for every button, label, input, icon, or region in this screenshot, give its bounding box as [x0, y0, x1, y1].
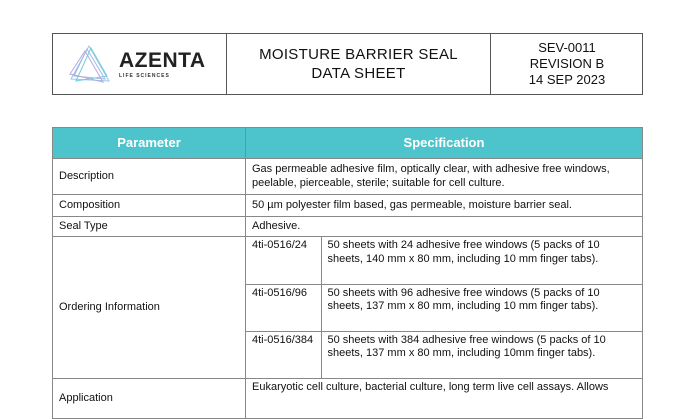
- spec-cell: 50 µm polyester film based, gas permeable, moisture barrier seal.: [246, 195, 643, 217]
- order-code: 4ti-0516/96: [246, 284, 321, 331]
- ordering-table: [246, 237, 642, 378]
- param-cell: Composition: [53, 195, 246, 217]
- logo-subtitle: LIFE SCIENCES: [119, 73, 170, 79]
- header-specification: Specification: [246, 128, 643, 159]
- header-parameter: Parameter: [53, 128, 246, 159]
- table-row: [53, 159, 643, 195]
- document-header: [52, 33, 643, 95]
- table-row: [53, 379, 643, 419]
- title-line-2: DATA SHEET: [311, 65, 406, 82]
- table-header: [53, 128, 643, 159]
- order-description: 50 sheets with 96 adhesive free windows (5 packs of 10 sheets, 137 mm x 80 mm, including 10 mm finger tabs).: [321, 284, 642, 331]
- revision: REVISION B: [529, 56, 605, 71]
- param-cell: Ordering Information: [53, 237, 246, 379]
- revision-info: [491, 34, 643, 94]
- spec-cell: Eukaryotic cell culture, bacterial culture, long term live cell assays. Allows: [246, 379, 643, 419]
- table-row-ordering: [53, 237, 643, 379]
- order-description: 50 sheets with 24 adhesive free windows (5 packs of 10 sheets, 140 mm x 80 mm, including 10 mm finger tabs).: [321, 237, 642, 284]
- order-description: 50 sheets with 384 adhesive free windows (5 packs of 10 sheets, 137 mm x 80 mm, including 10mm finger tabs).: [327, 333, 606, 359]
- ordering-row: [246, 331, 642, 378]
- revision-date: 14 SEP 2023: [528, 72, 606, 87]
- param-cell: Application: [53, 379, 246, 419]
- order-code: 4ti-0516/384: [246, 331, 321, 378]
- param-cell: Description: [53, 159, 246, 195]
- logo: [53, 34, 227, 94]
- spec-cell: Adhesive.: [246, 217, 643, 237]
- spec-cell: Gas permeable adhesive film, optically clear, with adhesive free windows, peelable, pierceable, sterile; suitable for cell culture.: [246, 159, 643, 195]
- document-title: [227, 34, 491, 94]
- param-cell: Seal Type: [53, 217, 246, 237]
- ordering-row: [246, 237, 642, 284]
- title-line-1: MOISTURE BARRIER SEAL: [259, 46, 458, 63]
- table-row: [53, 217, 643, 237]
- order-code: 4ti-0516/24: [246, 237, 321, 284]
- logo-brand: AZENTA: [119, 49, 206, 72]
- spec-table: [52, 127, 643, 419]
- azenta-logo-icon: [67, 43, 113, 85]
- table-row: [53, 195, 643, 217]
- ordering-row: [246, 284, 642, 331]
- doc-id: SEV-0011: [538, 40, 596, 55]
